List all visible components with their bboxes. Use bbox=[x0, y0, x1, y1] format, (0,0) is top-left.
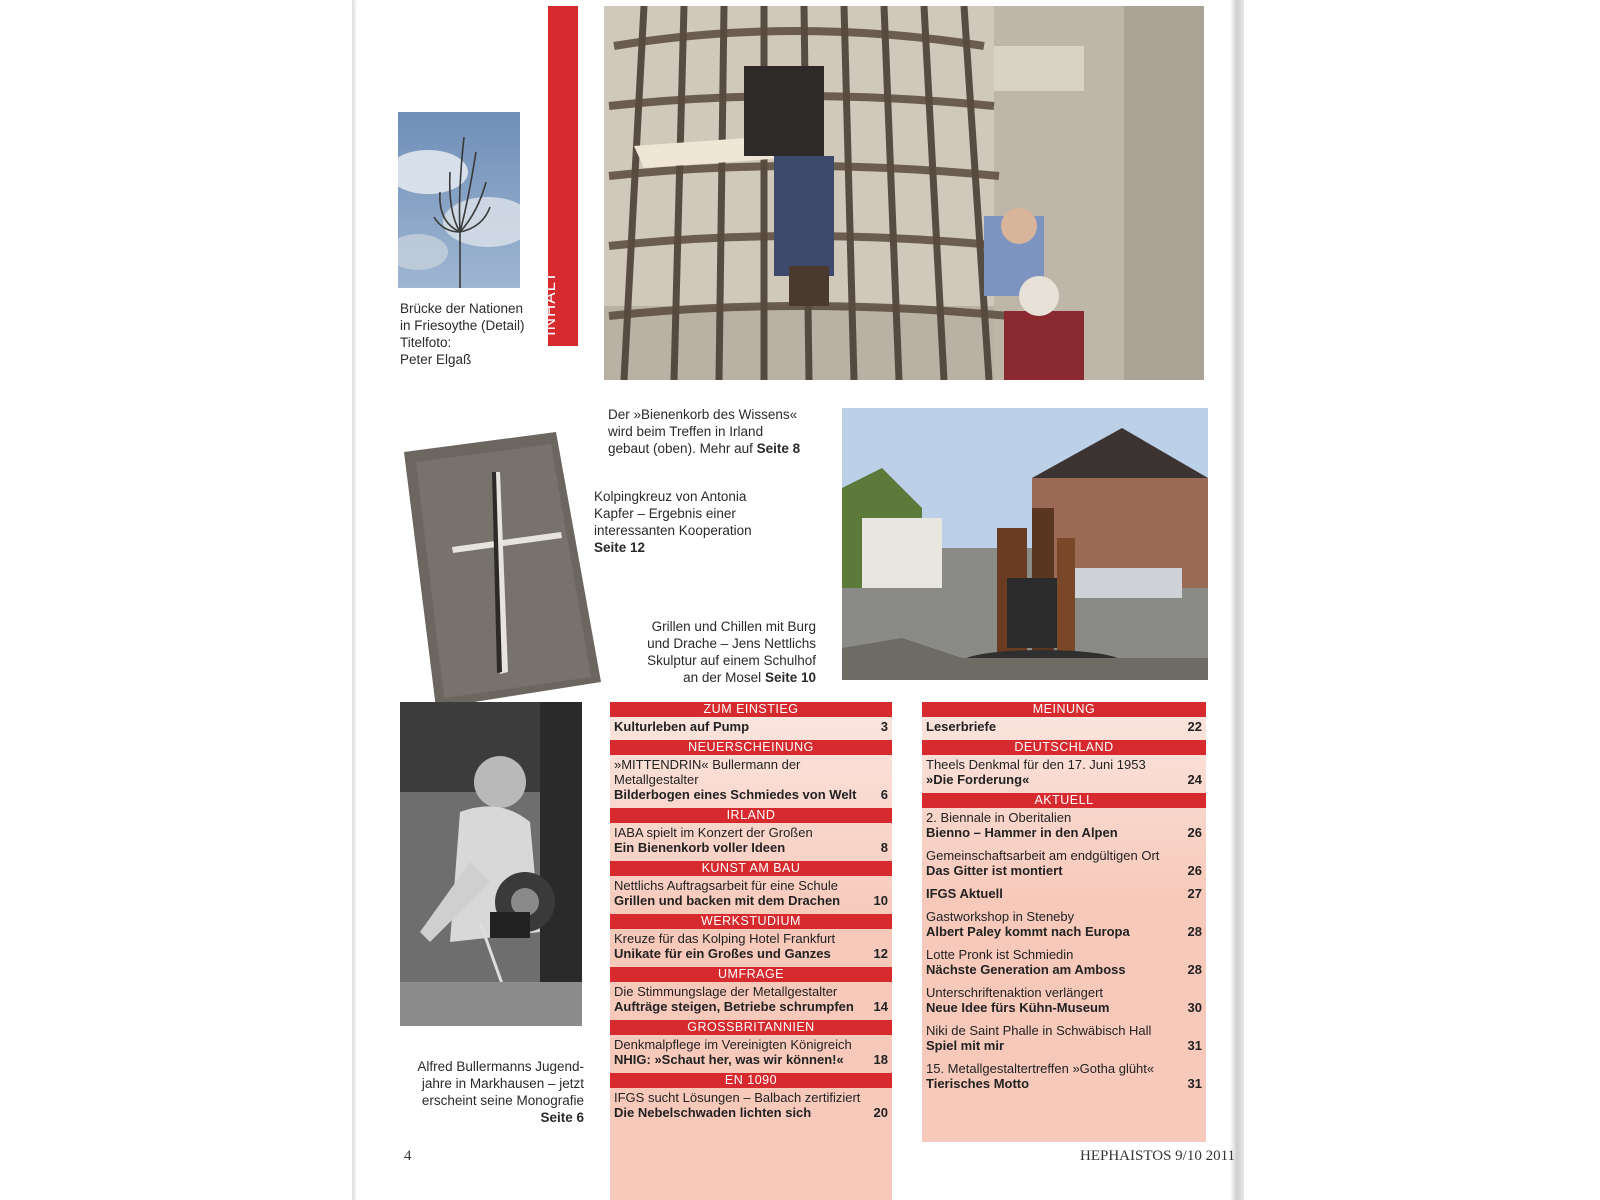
caption-line: und Drache – Jens Nettlichs bbox=[647, 636, 816, 651]
toc-entry[interactable] bbox=[610, 929, 892, 961]
toc-entry-kicker: Unterschriftenaktion verlängert bbox=[926, 985, 1104, 1000]
page-number: 4 bbox=[404, 1148, 412, 1164]
toc-entry-kicker: »MITTENDRIN« Bullermann der Metallgestalter bbox=[614, 757, 801, 787]
toc-entry-kicker: Theels Denkmal für den 17. Juni 1953 bbox=[926, 757, 1146, 772]
toc-entry-title: IFGS Aktuell bbox=[926, 886, 1003, 901]
toc-entry-kicker: Kreuze für das Kolping Hotel Frankfurt bbox=[614, 931, 836, 946]
toc-entry[interactable] bbox=[922, 1059, 1206, 1091]
toc-entry[interactable] bbox=[922, 884, 1206, 901]
toc-entry[interactable] bbox=[610, 717, 892, 734]
toc-entry[interactable] bbox=[922, 717, 1206, 734]
toc-entry-title: Leserbriefe bbox=[926, 719, 997, 734]
toc-entry[interactable] bbox=[922, 755, 1206, 787]
caption-line: an der Mosel bbox=[683, 670, 762, 685]
toc-entry-title: Kulturleben auf Pump bbox=[614, 719, 750, 734]
toc-entry[interactable] bbox=[922, 945, 1206, 977]
toc-entry-page: 30 bbox=[1187, 1000, 1202, 1015]
toc-entry-page: 26 bbox=[1187, 863, 1202, 878]
toc-entry[interactable] bbox=[610, 876, 892, 908]
cover-detail-photo bbox=[398, 112, 520, 288]
caption-page-ref: Seite 10 bbox=[764, 670, 816, 685]
toc-entry[interactable] bbox=[922, 1021, 1206, 1053]
caption-line: interessanten Kooperation bbox=[594, 523, 752, 538]
toc-entry-title: Bilderbogen eines Schmiedes von Welt bbox=[614, 787, 857, 802]
toc-section-header: NEUERSCHEINUNG bbox=[610, 740, 892, 755]
toc-entry[interactable] bbox=[610, 1088, 892, 1120]
toc-entry-page: 10 bbox=[873, 893, 888, 908]
toc-entry-title: Das Gitter ist montiert bbox=[926, 863, 1063, 878]
grillen-skulptur-photo bbox=[842, 408, 1208, 680]
toc-entry-page: 22 bbox=[1187, 719, 1202, 734]
toc-entry-page: 12 bbox=[873, 946, 888, 961]
toc-section-header: GROSSBRITANNIEN bbox=[610, 1020, 892, 1035]
toc-section-header: MEINUNG bbox=[922, 702, 1206, 717]
toc-entry-title: Bienno – Hammer in den Alpen bbox=[926, 825, 1118, 840]
toc-left-column bbox=[610, 702, 892, 1200]
toc-section-header: WERKSTUDIUM bbox=[610, 914, 892, 929]
toc-entry-title: Albert Paley kommt nach Europa bbox=[926, 924, 1130, 939]
toc-section-header: KUNST AM BAU bbox=[610, 861, 892, 876]
caption-page-ref: Seite 12 bbox=[594, 540, 646, 555]
cover-caption-line: Titelfoto: bbox=[400, 335, 452, 350]
toc-entry-title: Ein Bienenkorb voller Ideen bbox=[614, 840, 786, 855]
toc-entry[interactable] bbox=[922, 846, 1206, 878]
toc-section-header: IRLAND bbox=[610, 808, 892, 823]
toc-section-header: EN 1090 bbox=[610, 1073, 892, 1088]
caption-line: Grillen und Chillen mit Burg bbox=[651, 619, 816, 634]
caption-line: erscheint seine Monografie bbox=[421, 1093, 584, 1108]
toc-entry[interactable] bbox=[610, 755, 892, 802]
cover-caption bbox=[400, 300, 540, 368]
bienenkorb-photo bbox=[604, 6, 1204, 380]
toc-entry-title: Aufträge steigen, Betriebe schrumpfen bbox=[614, 999, 854, 1014]
caption-line: wird beim Treffen in Irland bbox=[608, 424, 764, 439]
toc-entry[interactable] bbox=[922, 808, 1206, 840]
toc-entry-kicker: Gastworkshop in Steneby bbox=[926, 909, 1075, 924]
caption-line: Kolpingkreuz von Antonia bbox=[594, 489, 747, 504]
toc-entry-page: 27 bbox=[1187, 886, 1202, 901]
toc-right-column bbox=[922, 702, 1206, 1142]
toc-entry[interactable] bbox=[922, 907, 1206, 939]
toc-entry-page: 8 bbox=[880, 840, 888, 855]
cover-caption-line: in Friesoythe (Detail) bbox=[400, 318, 525, 333]
toc-entry-title: Spiel mit mir bbox=[926, 1038, 1005, 1053]
inhalt-side-label: INHALT bbox=[548, 6, 578, 346]
toc-entry-kicker: IFGS sucht Lösungen – Balbach zertifiziert bbox=[614, 1090, 861, 1105]
toc-entry[interactable] bbox=[610, 1035, 892, 1067]
toc-entry-page: 3 bbox=[880, 719, 888, 734]
toc-entry-page: 28 bbox=[1187, 962, 1202, 977]
toc-entry[interactable] bbox=[922, 983, 1206, 1015]
bullermann-caption bbox=[388, 1058, 584, 1126]
caption-line: Kapfer – Ergebnis einer bbox=[594, 506, 736, 521]
toc-entry-kicker: 15. Metallgestaltertreffen »Gotha glüht« bbox=[926, 1061, 1155, 1076]
caption-page-ref: Seite 6 bbox=[540, 1110, 584, 1125]
toc-entry-kicker: Nettlichs Auftragsarbeit für eine Schule bbox=[614, 878, 839, 893]
toc-entry-title: Nächste Generation am Amboss bbox=[926, 962, 1126, 977]
toc-entry-page: 6 bbox=[880, 787, 888, 802]
toc-entry-title: Tierisches Motto bbox=[926, 1076, 1030, 1091]
toc-entry-page: 26 bbox=[1187, 825, 1202, 840]
toc-entry-page: 14 bbox=[873, 999, 888, 1014]
toc-entry-title: Die Nebelschwaden lichten sich bbox=[614, 1105, 812, 1120]
toc-entry-title: Neue Idee fürs Kühn-Museum bbox=[926, 1000, 1110, 1015]
toc-section-header: AKTUELL bbox=[922, 793, 1206, 808]
toc-entry[interactable] bbox=[610, 823, 892, 855]
magazine-issue: HEPHAISTOS 9/10 2011 bbox=[1080, 1148, 1236, 1164]
toc-entry-kicker: 2. Biennale in Oberitalien bbox=[926, 810, 1072, 825]
cover-caption-line: Brücke der Nationen bbox=[400, 301, 524, 316]
kolping-caption bbox=[594, 488, 794, 556]
toc-entry-kicker: Denkmalpflege im Vereinigten Königreich bbox=[614, 1037, 852, 1052]
toc-section-header: UMFRAGE bbox=[610, 967, 892, 982]
toc-entry-page: 24 bbox=[1187, 772, 1202, 787]
toc-entry[interactable] bbox=[610, 982, 892, 1014]
caption-line: Alfred Bullermanns Jugend- bbox=[417, 1059, 584, 1074]
toc-entry-page: 18 bbox=[873, 1052, 888, 1067]
grillen-caption bbox=[616, 618, 816, 686]
toc-entry-page: 31 bbox=[1187, 1038, 1202, 1053]
toc-entry-kicker: Niki de Saint Phalle in Schwäbisch Hall bbox=[926, 1023, 1152, 1038]
toc-entry-kicker: IABA spielt im Konzert der Großen bbox=[614, 825, 813, 840]
toc-section-header: DEUTSCHLAND bbox=[922, 740, 1206, 755]
toc-entry-page: 31 bbox=[1187, 1076, 1202, 1091]
toc-entry-page: 20 bbox=[873, 1105, 888, 1120]
toc-entry-title: NHIG: »Schaut her, was wir können!« bbox=[614, 1052, 844, 1067]
bullermann-photo bbox=[400, 702, 582, 1026]
toc-entry-kicker: Die Stimmungslage der Metallgestalter bbox=[614, 984, 838, 999]
toc-entry-title: Unikate für ein Großes und Ganzes bbox=[614, 946, 831, 961]
bienenkorb-caption bbox=[608, 406, 838, 457]
toc-entry-kicker: Gemeinschaftsarbeit am endgültigen Ort bbox=[926, 848, 1160, 863]
caption-line: Der »Bienenkorb des Wissens« bbox=[608, 407, 798, 422]
caption-line: gebaut (oben). Mehr auf bbox=[608, 441, 753, 456]
toc-section-header: ZUM EINSTIEG bbox=[610, 702, 892, 717]
toc-entry-title: »Die Forderung« bbox=[926, 772, 1030, 787]
caption-line: jahre in Markhausen – jetzt bbox=[421, 1076, 584, 1091]
caption-line: Skulptur auf einem Schulhof bbox=[647, 653, 816, 668]
cover-caption-line: Peter Elgaß bbox=[400, 352, 472, 367]
kolpingkreuz-photo bbox=[396, 432, 608, 712]
toc-entry-page: 28 bbox=[1187, 924, 1202, 939]
toc-entry-kicker: Lotte Pronk ist Schmiedin bbox=[926, 947, 1074, 962]
caption-page-ref: Seite 8 bbox=[756, 441, 801, 456]
toc-entry-title: Grillen und backen mit dem Drachen bbox=[614, 893, 841, 908]
